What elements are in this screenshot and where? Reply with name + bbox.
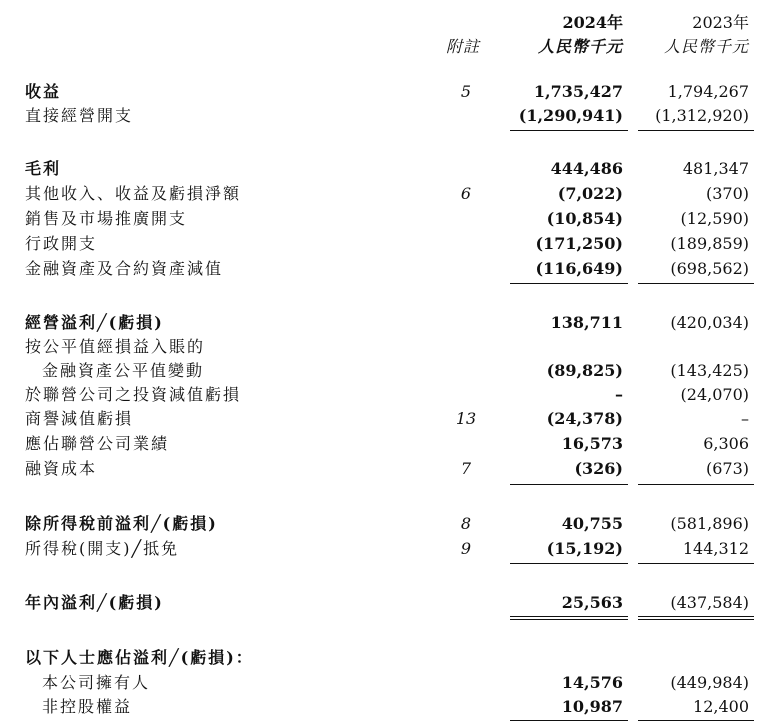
double-underline [510,616,628,617]
row-value-current: 10,987 [561,697,623,716]
row-value-current: 1,735,427 [533,82,623,101]
row-note: 5 [460,82,472,101]
row-revenue [0,80,765,104]
row-value-current: (116,649) [535,259,623,278]
row-label: 所得稅(開支)╱抵免 [25,539,180,558]
divider [638,484,754,485]
divider [638,130,754,131]
row-value-current: (171,250) [535,234,623,253]
row-label: 按公平值經損益入賬的 [25,337,206,356]
row-value-prior: (698,562) [670,259,749,278]
row-direct-operating-expenses [0,104,765,128]
row-label: 銷售及市場推廣開支 [25,209,188,228]
row-note: 9 [460,539,472,558]
row-label: 商譽減值虧損 [25,409,134,428]
row-value-prior: (673) [705,459,749,478]
row-value-current: (326) [574,459,623,478]
row-value-prior: 12,400 [693,697,749,716]
row-value-prior: 144,312 [682,539,749,558]
row-value-prior: (370) [705,184,749,203]
header-year-current: 2024年 [562,13,623,32]
row-value-current: (7,022) [557,184,623,203]
row-value-prior: (420,034) [670,313,749,332]
row-label: 收益 [25,82,62,101]
divider [510,484,628,485]
row-selling-marketing [0,207,765,231]
header-year-prior: 2023年 [692,13,749,32]
row-note: 13 [455,409,477,428]
divider [638,563,754,564]
row-value-prior: (12,590) [680,209,749,228]
row-label: 非控股權益 [42,697,133,716]
row-value-prior: 6,306 [703,434,749,453]
row-value-prior: (189,859) [670,234,749,253]
row-value-current: 14,576 [561,673,623,692]
row-attributable-heading [0,646,765,670]
row-label: 應佔聯營公司業績 [25,434,170,453]
row-administrative [0,232,765,256]
double-underline [638,619,754,620]
row-value-current: (1,290,941) [518,106,623,125]
row-fvtpl-change [0,359,765,383]
row-share-of-associates [0,432,765,456]
double-underline [638,616,754,617]
header-unit-current: 人民幣千元 [537,37,623,56]
divider [510,563,628,564]
row-value-prior: (437,584) [670,593,749,612]
row-value-current: 25,563 [561,593,623,612]
header-unit-prior: 人民幣千元 [663,37,749,56]
row-label: 融資成本 [25,459,98,478]
row-value-current: 40,755 [561,514,623,533]
row-value-prior: (143,425) [670,361,749,380]
row-value-prior: (581,896) [670,514,749,533]
row-value-current: (89,825) [546,361,623,380]
row-label: 行政開支 [25,234,98,253]
row-profit-for-year [0,591,765,615]
row-label: 其他收入、收益及虧損淨額 [25,184,242,203]
row-fvtpl-heading [0,335,765,359]
double-underline [510,619,628,620]
row-impairment-financial-assets [0,257,765,281]
row-value-current: 138,711 [550,313,623,332]
row-gross-profit [0,157,765,181]
row-value-prior: 1,794,267 [667,82,749,101]
divider [510,283,628,284]
row-other-income [0,182,765,206]
row-value-current: 444,486 [550,159,623,178]
row-label: 經營溢利╱(虧損) [25,313,164,332]
row-value-prior: (1,312,920) [655,106,749,125]
row-non-controlling [0,695,765,719]
row-value-prior: 481,347 [682,159,749,178]
row-value-current: – [615,385,623,404]
row-label: 於聯營公司之投資減值虧損 [25,385,242,404]
row-value-current: (24,378) [546,409,623,428]
row-label: 金融資產及合約資產減值 [25,259,224,278]
row-label: 直接經營開支 [25,106,134,125]
row-value-current: (10,854) [546,209,623,228]
row-income-tax [0,537,765,561]
row-note: 8 [460,514,472,533]
row-value-prior: – [741,409,749,428]
row-owners [0,671,765,695]
divider [510,720,628,721]
row-label: 金融資產公平值變動 [42,361,205,380]
row-value-prior: (449,984) [670,673,749,692]
row-goodwill-impairment [0,407,765,431]
row-operating-profit [0,311,765,335]
row-label: 年內溢利╱(虧損) [25,593,164,612]
divider [638,283,754,284]
row-value-prior: (24,070) [680,385,749,404]
row-profit-before-tax [0,512,765,536]
row-value-current: 16,573 [561,434,623,453]
header-note-label: 附註 [446,37,481,56]
row-label: 毛利 [25,159,62,178]
divider [510,130,628,131]
row-finance-costs [0,457,765,481]
row-value-current: (15,192) [546,539,623,558]
row-note: 6 [460,184,472,203]
row-label: 除所得稅前溢利╱(虧損) [25,514,218,533]
divider [638,720,754,721]
row-note: 7 [460,459,472,478]
row-associate-impairment [0,383,765,407]
row-label: 以下人士應佔溢利╱(虧損)： [25,648,254,667]
row-label: 本公司擁有人 [42,673,151,692]
